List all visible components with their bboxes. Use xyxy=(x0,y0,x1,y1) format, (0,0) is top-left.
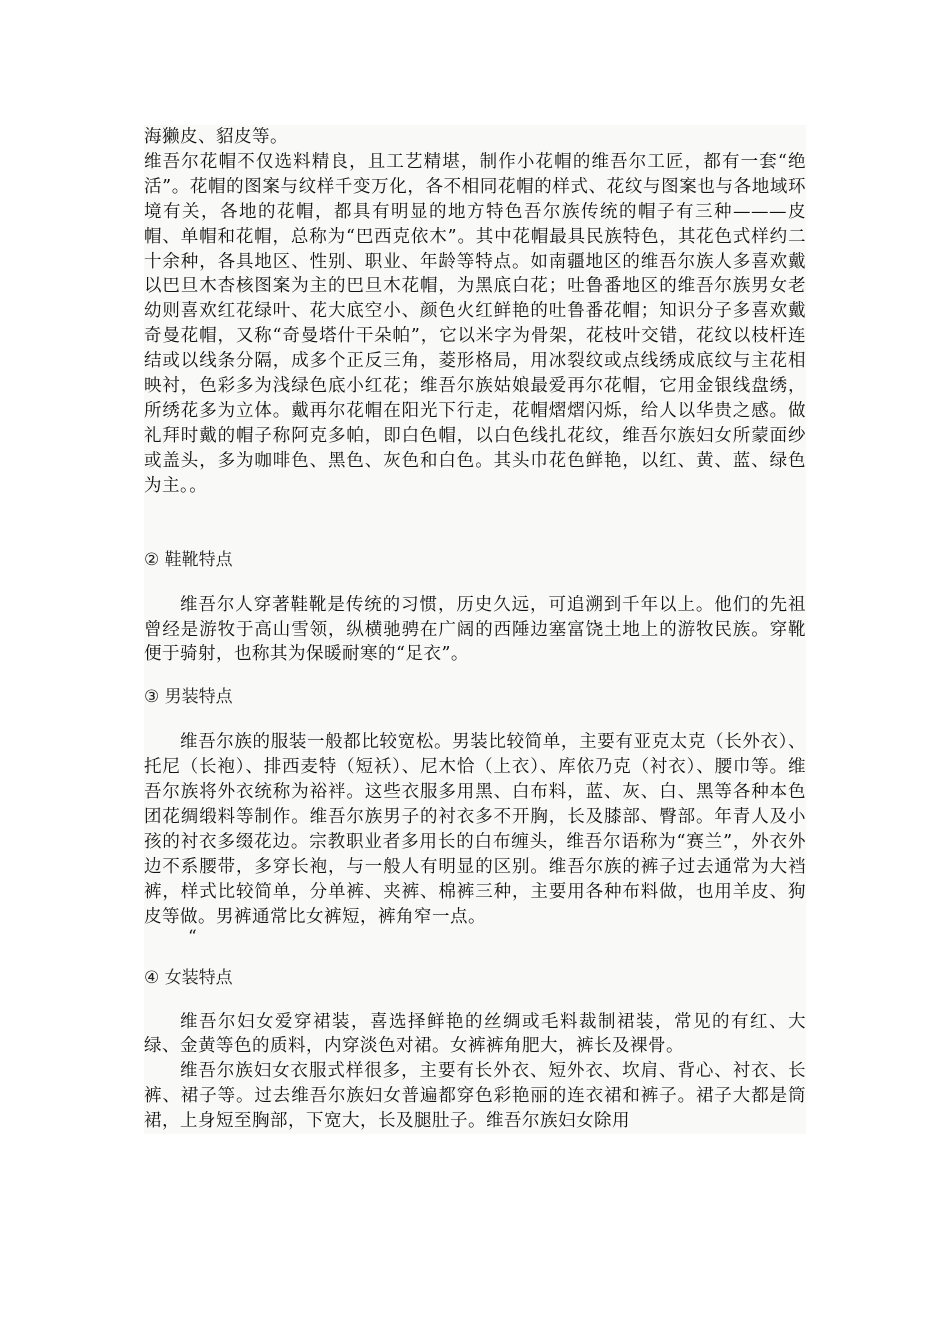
women-paragraph-2: 维吾尔族妇女衣服式样很多，主要有长外衣、短外衣、坎肩、背心、衬衣、长裤、裙子等。过去维吾尔族妇女普遍都穿色彩艳丽的连衣裙和裤子。裙子大都是筒裙，上身短至胸部，下宽大，长及腿肚子。维吾尔族妇女除用 xyxy=(144,1061,806,1132)
spacer xyxy=(144,990,806,1010)
spacer xyxy=(144,709,806,730)
shoes-heading: ② 鞋靴特点 xyxy=(144,549,233,570)
men-paragraph: 维吾尔族的服装一般都比较宽松。男装比较简单，主要有亚克太克（长外衣）、托尼（长袍）、排西麦特（短袄）、尼木恰（上衣）、库依乃克（衬衣）、腰巾等。维吾尔族将外衣统称为裕袢。这些衣服多用黑、白布料，蓝、灰、白、黑等各种本色团花绸缎料等制作。维吾尔族男子的衬衣多不开胸，长及膝部、臀部。年青人及小孩的衬衣多缀花边。宗教职业者多用长的白布缠头，维吾尔语称为“赛兰”，外衣外边不系腰带，多穿长袍，与一般人有明显的区别。维吾尔族的裤子过去通常为大裆裤，样式比较简单，分单裤、夹裤、棉裤三种，主要用各种布料做，也用羊皮、狗皮等做。男裤通常比女裤短，裤角窄一点。 xyxy=(144,732,806,927)
document-page xyxy=(144,125,806,1134)
stray-quote-mark: “ xyxy=(188,926,197,947)
women-paragraph-1: 维吾尔妇女爱穿裙装，喜选择鲜艳的丝绸或毛料裁制裙装，常见的有红、大绿、金黄等色的质料，内穿淡色对裙。女裤裤角肥大，裤长及裸骨。 xyxy=(144,1011,806,1057)
men-heading: ③ 男装特点 xyxy=(144,687,233,708)
shoes-paragraph: 维吾尔人穿著鞋靴是传统的习惯，历史久远，可追溯到千年以上。他们的先祖曾经是游牧于高山雪领，纵横驰骋在广阔的西陲边塞富饶土地上的游牧民族。穿靴便于骑射，也称其为保暖耐寒的“足衣”。 xyxy=(144,594,806,665)
spacer xyxy=(144,572,806,593)
spacer xyxy=(144,667,806,685)
hat-paragraph: 维吾尔花帽不仅选料精良，且工艺精堪，制作小花帽的维吾尔工匠，都有一套“绝活”。花帽的图案与纹样千变万化，各不相同花帽的样式、花纹与图案也与各地域环境有关，各地的花帽，都具有明显的地方特色吾尔族传统的帽子有三种———皮帽、单帽和花帽，总称为“巴西克依木”。其中花帽最具民族特色，其花色式样约二十余种，各具地区、性别、职业、年龄等特点。如南疆地区的维吾尔族人多喜欢戴以巴旦木杏核图案为主的巴旦木花帽，为黑底白花；吐鲁番地区的维吾尔族男女老幼则喜欢红花绿叶、花大底空小、颜色火红鲜艳的吐鲁番花帽；知识分子多喜欢戴奇曼花帽，又称“奇曼塔什干朵帕”，它以米字为骨架，花枝叶交错，花纹以枝杆连结或以线条分隔，成多个正反三角，菱形格局，用冰裂纹或点线绣成底纹与主花相映衬，色彩多为浅绿色底小红花；维吾尔族姑娘最爱再尔花帽，它用金银线盘绣，所绣花多为立体。戴再尔花帽在阳光下行走，花帽熠熠闪烁，给人以华贵之感。做礼拜时戴的帽子称阿克多帕，即白色帽，以白色线扎花纹，维吾尔族妇女所蒙面纱或盖头，多为咖啡色、黑色、灰色和白色。其头巾花色鲜艳，以红、黄、蓝、绿色为主。。 xyxy=(144,151,806,496)
women-heading: ④ 女装特点 xyxy=(144,967,233,988)
spacer xyxy=(144,499,806,548)
spacer xyxy=(144,944,806,966)
intro-tail-text: 海獭皮、貂皮等。 xyxy=(144,127,288,147)
